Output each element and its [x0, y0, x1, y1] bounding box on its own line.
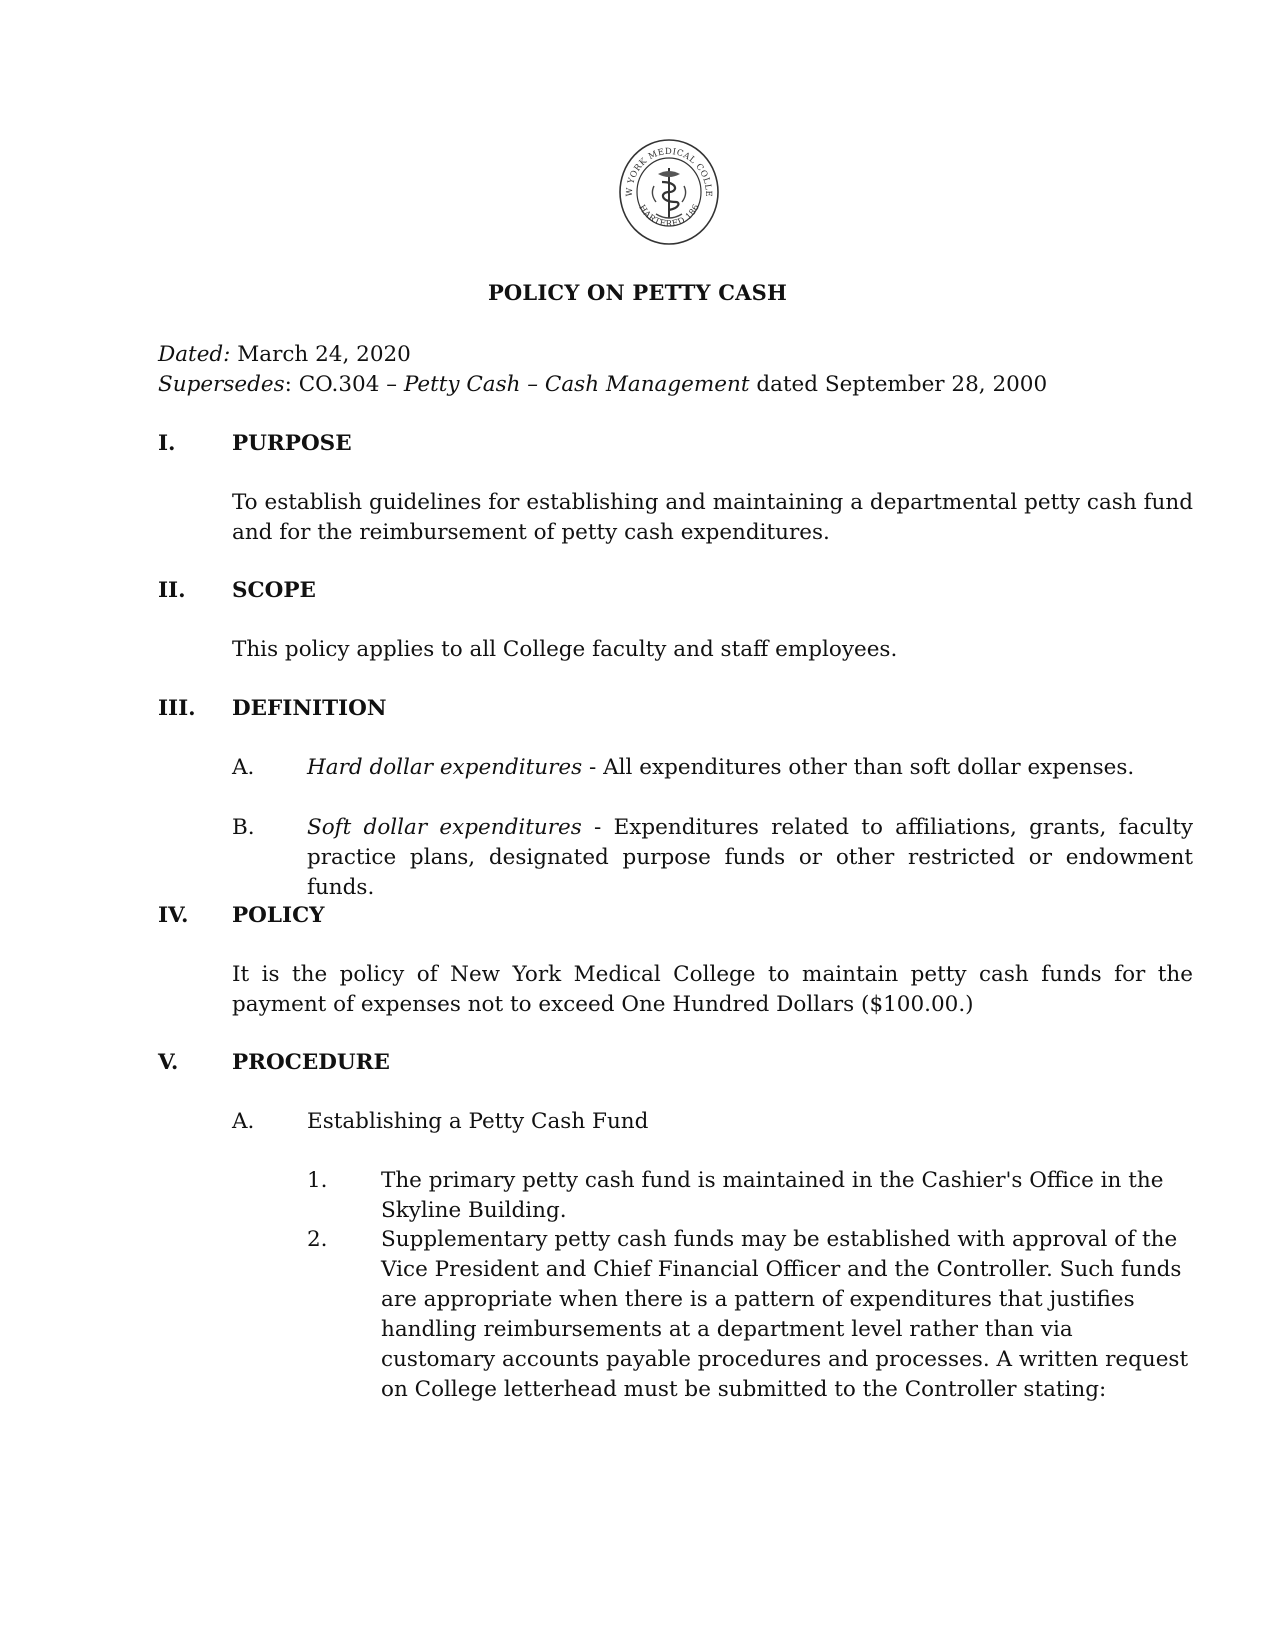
section-number: III.: [158, 696, 196, 721]
policy-paragraph: It is the policy of New York Medical College to maintain petty cash funds for the payment of expenses not to exceed One Hundred Dollars ($100.00.): [232, 962, 1193, 1017]
svg-text:NEW YORK MEDICAL COLLEGE: [618, 138, 713, 197]
subsection-title: Establishing a Petty Cash Fund: [307, 1109, 649, 1134]
definition-text: - Expenditures related to affiliations, grants, faculty practice plans, designated purpose funds or other restricted or endowment funds.: [307, 815, 1193, 900]
subsection-letter: A.: [232, 1109, 255, 1134]
definition-term: Hard dollar expenditures: [307, 755, 583, 780]
definition-item: [307, 753, 1193, 783]
section-heading-definition: DEFINITION: [232, 696, 387, 721]
section-number: V.: [158, 1050, 179, 1075]
section-number: II.: [158, 578, 186, 603]
seal-ring-text-bottom: HARTERED 186: [636, 202, 703, 230]
definition-text: - All expenditures other than soft dollar expenses.: [582, 755, 1135, 780]
supersedes-colon: :: [284, 372, 292, 397]
document-title: POLICY ON PETTY CASH: [487, 280, 788, 305]
section-heading-procedure: PROCEDURE: [232, 1050, 390, 1075]
section-number: I.: [158, 431, 176, 456]
dated-label: Dated:: [158, 342, 231, 367]
seal-ring-text-top: W YORK MEDICAL COLLE: [624, 146, 714, 198]
definition-letter: B.: [232, 815, 255, 840]
purpose-paragraph: To establish guidelines for establishing and maintaining a departmental petty cash fund and for the reimbursement of petty cash expenditures.: [232, 490, 1193, 545]
section-heading-policy: POLICY: [232, 903, 325, 928]
list-item-text: Supplementary petty cash funds may be established with approval of the Vice President and Chief Financial Officer and the Controller. Such funds are appropriate when there is a pattern of expenditures that justifies handling reimbursements at a department level rather than via customary accounts payable procedures and processes. A written request on College letterhead must be submitted to the Controller stating:: [381, 1227, 1189, 1402]
section-number: IV.: [158, 903, 189, 928]
supersedes-doc-title: Petty Cash – Cash Management: [403, 372, 750, 397]
list-item-number: 2.: [307, 1227, 328, 1252]
supersedes-label: Supersedes: [158, 372, 285, 397]
seal-icon: [618, 138, 720, 246]
dated-line: [158, 340, 411, 370]
supersedes-suffix: dated September 28, 2000: [756, 372, 1048, 397]
section-heading-scope: SCOPE: [232, 578, 316, 603]
supersedes-line: [158, 370, 1047, 400]
college-seal-logo: [618, 138, 720, 246]
section-heading-purpose: PURPOSE: [232, 431, 352, 456]
definition-letter: A.: [232, 755, 255, 780]
dated-value: March 24, 2020: [237, 342, 411, 367]
supersedes-code: CO.304 –: [298, 372, 397, 397]
definition-term: Soft dollar expenditures: [307, 815, 582, 840]
scope-paragraph: This policy applies to all College faculty and staff employees.: [232, 637, 898, 662]
definition-item: [307, 813, 1193, 903]
list-item-text: The primary petty cash fund is maintained in the Cashier's Office in the Skyline Building.: [381, 1168, 1164, 1223]
list-item-number: 1.: [307, 1168, 328, 1193]
